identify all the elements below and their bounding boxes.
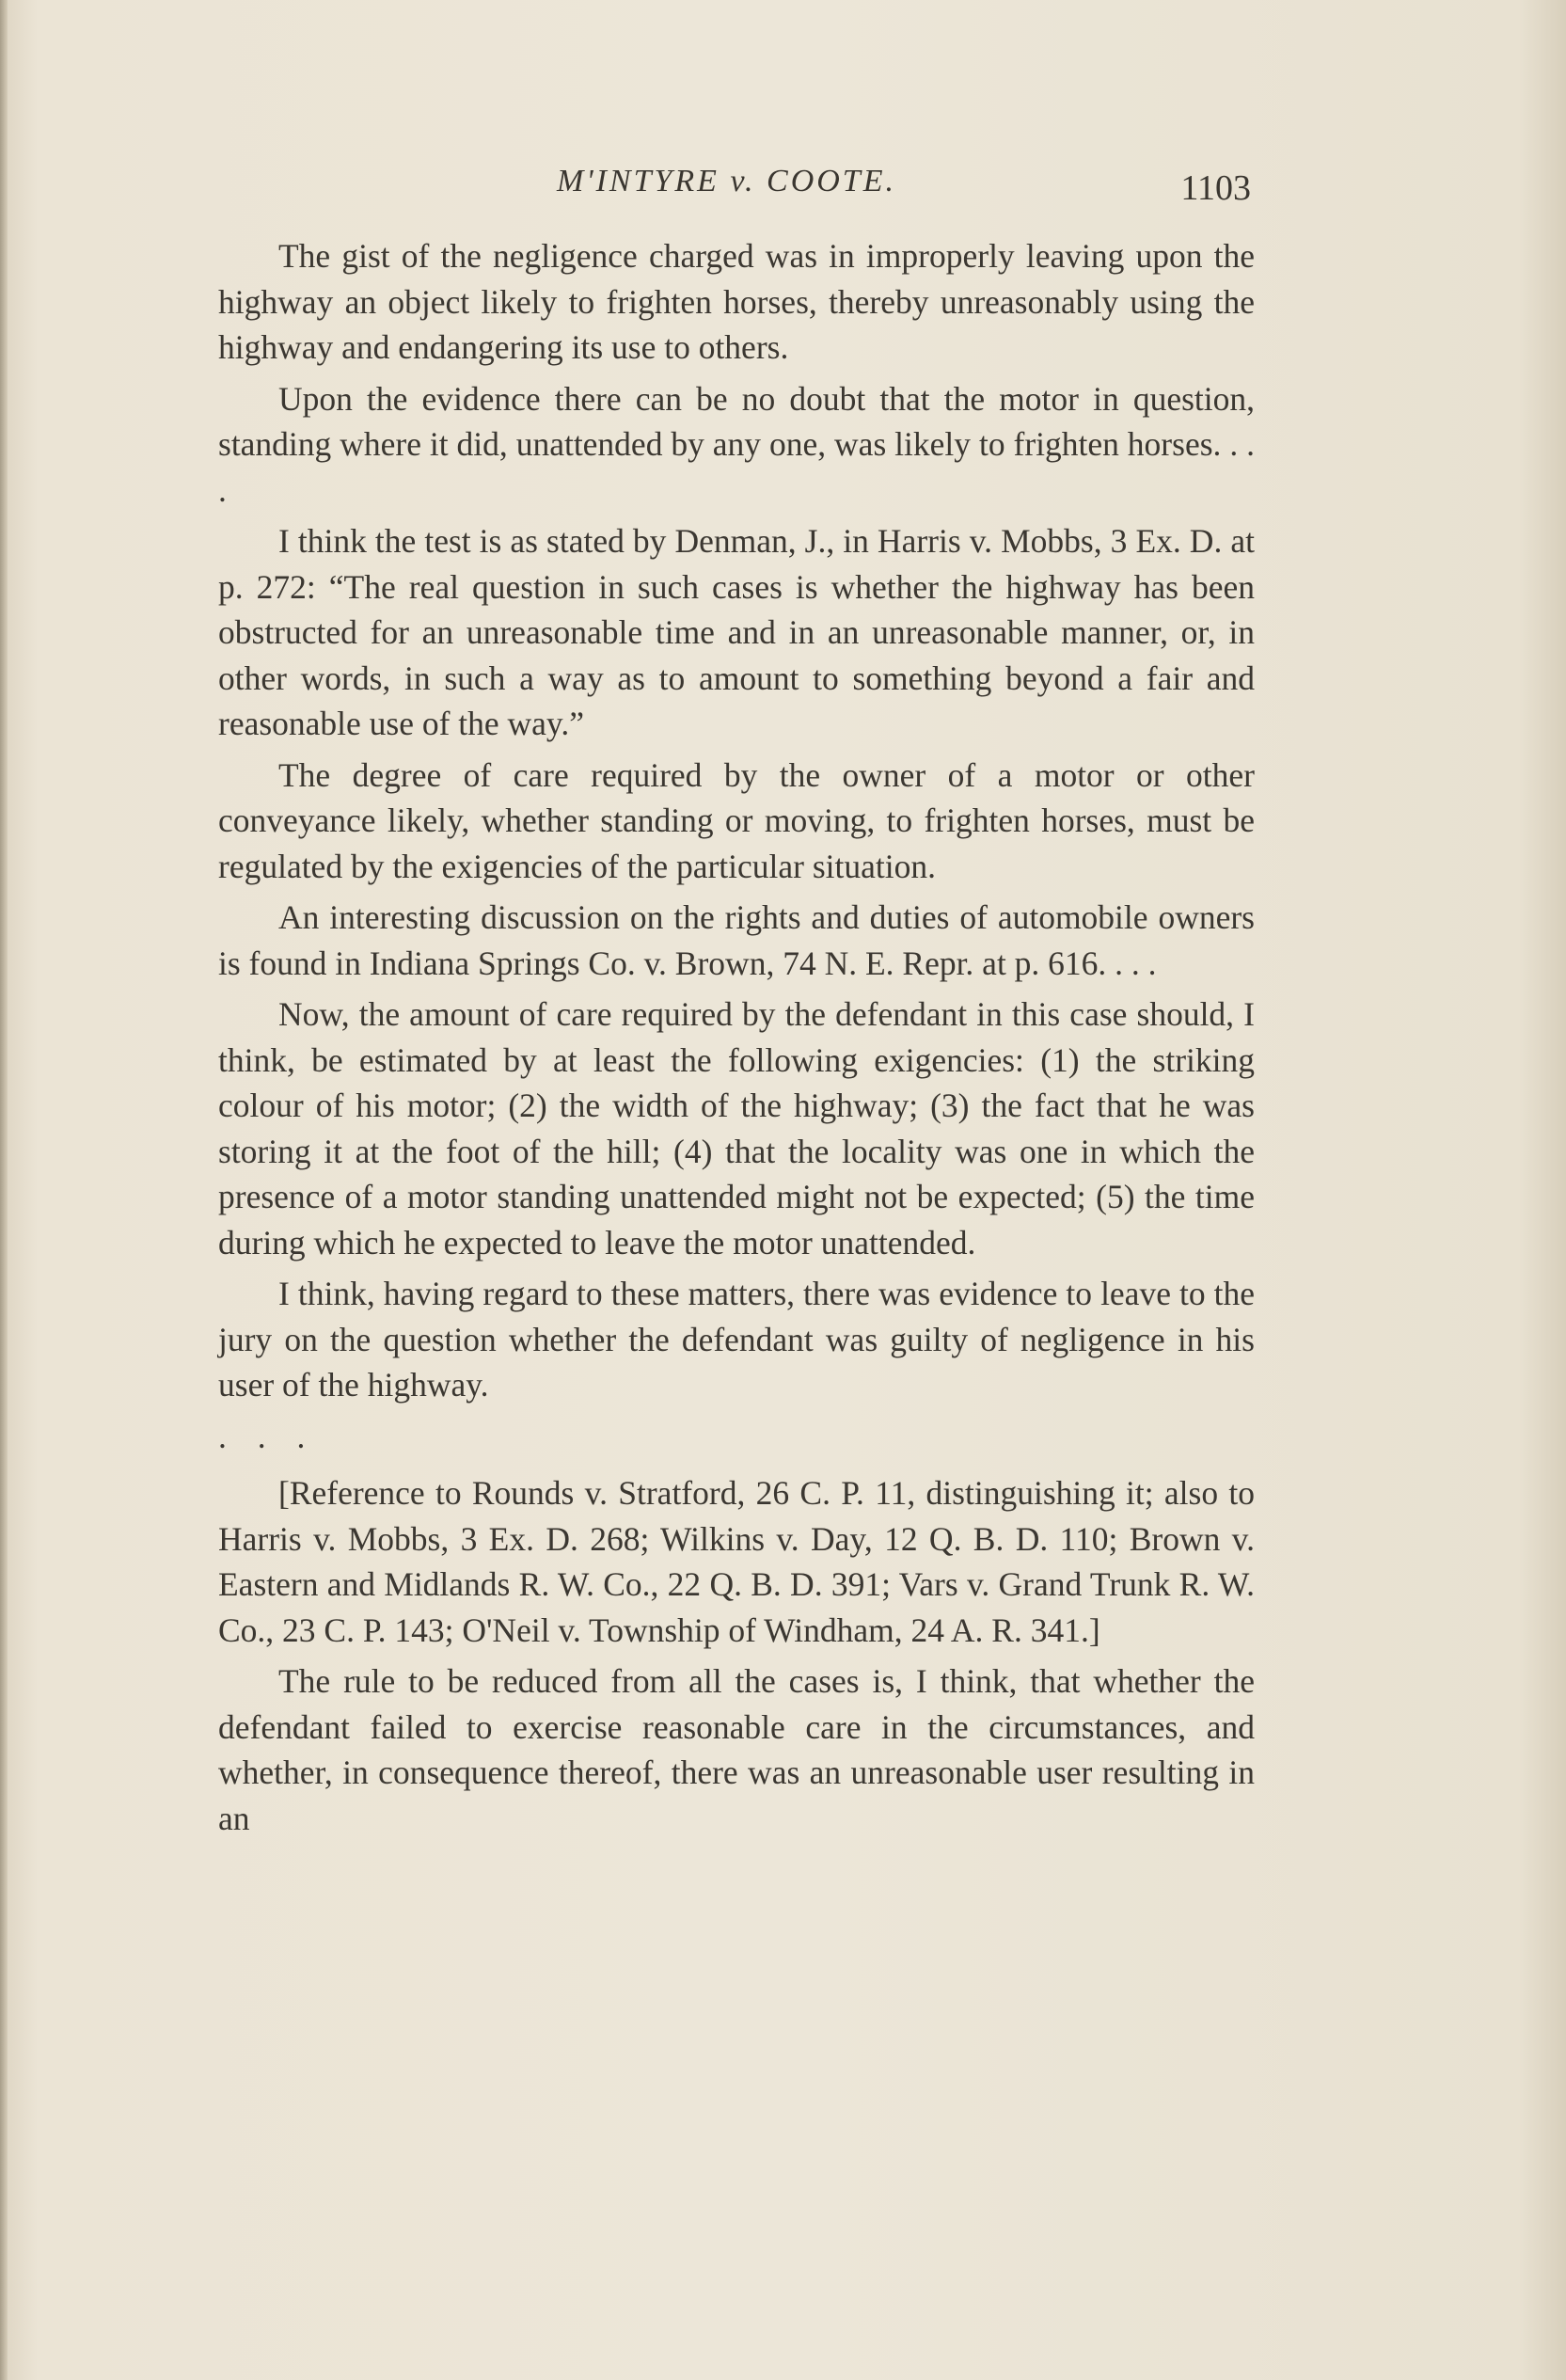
paragraph: Now, the amount of care required by the defendant in this case should, I think, be estimated by at least the following exigencies: (1) the striking colour of his motor; (2) the width of the highway; (3) the fact that he was storing it at the foot of the hill; (4) that the locality was one in which the presence of a motor standing unattended might not be expected; (5) the time during which he expected to leave the motor unattended. — [218, 995, 1255, 1261]
ellipsis-marker: . . . — [218, 1417, 317, 1455]
paragraph: The gist of the negligence charged was in improperly leaving upon the highway an object likely to frighten horses, thereby unreasonably using the highway and endangering its use to others. — [218, 237, 1255, 366]
running-head: M'INTYRE v. COOTE. — [557, 164, 896, 198]
paragraph: The degree of care required by the owner of a motor or other conveyance likely, whether standing or moving, to frighten horses, must be regulated by the exigencies of the particular situation. — [218, 755, 1255, 885]
page-number: 1103 — [1180, 168, 1251, 208]
paragraph: The rule to be reduced from all the cases is, I think, that whether the defendant failed to exercise reasonable care in the circumstances, and whether, in consequence thereof, there was an unreasonable user resulting in an — [218, 1662, 1255, 1837]
paragraph: An interesting discussion on the rights and duties of automobile owners is found in Indiana Springs Co. v. Brown, 74 N. E. Repr. at p. 616. . . . — [218, 898, 1255, 982]
paragraph: I think, having regard to these matters, there was evidence to leave to the jury on the question whether the defendant was guilty of negligence in his user of the highway. — [218, 1275, 1255, 1404]
body-text — [218, 233, 1255, 1847]
page-header — [218, 158, 1251, 214]
page-edge-shadow — [0, 0, 8, 2380]
paragraph: [Reference to Rounds v. Stratford, 26 C. P. 11, distinguishing it; also to Harris v. Mobbs, 3 Ex. D. 268; Wilkins v. Day, 12 Q. B. D. 110; Brown v. Eastern and Midlands R. W. Co., 22 Q. B. D. 391; Vars v. Grand Trunk R. W. Co., 23 C. P. 143; O'Neil v. Township of Windham, 24 A. R. 341.] — [218, 1474, 1255, 1649]
paragraph: I think the test is as stated by Denman, J., in Harris v. Mobbs, 3 Ex. D. at p. 272: “The real question in such cases is whether the highway has been obstructed for an unreasonable time and in an unreasonable manner, or, in other words, in such a way as to amount to something beyond a fair and reasonable use of the way.” — [218, 522, 1255, 742]
paragraph: Upon the evidence there can be no doubt that the motor in question, standing where it did, unattended by any one, was likely to frighten horses. . . . — [218, 379, 1255, 509]
